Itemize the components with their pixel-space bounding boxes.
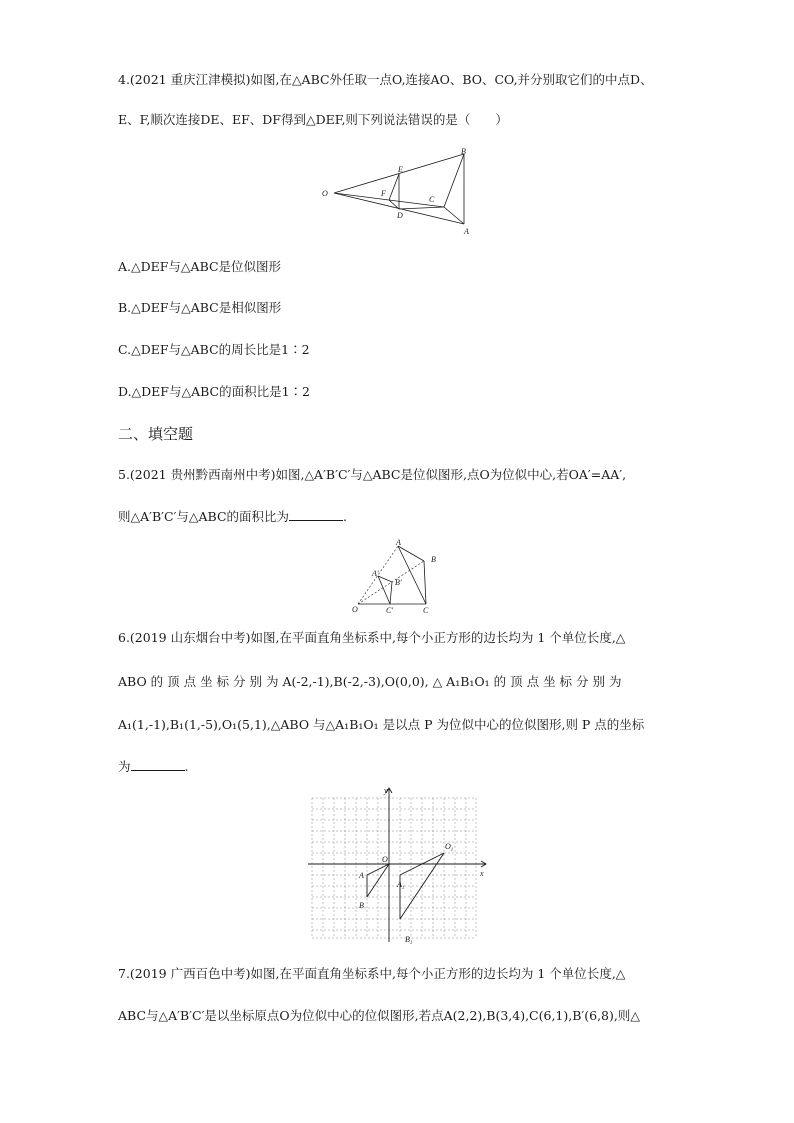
q5-label-b1: B′ <box>395 578 402 587</box>
q6-stem-line4 <box>118 758 189 775</box>
q6-stem-line2: ABO 的 顶 点 坐 标 分 别 为 A(-2,-1),B(-2,-3),O(0,0), △ A₁B₁O₁ 的 顶 点 坐 标 分 别 为 <box>118 674 622 689</box>
q4-label-o: O <box>322 189 328 198</box>
q6-figure <box>306 784 492 946</box>
q4-label-b: B <box>461 148 466 156</box>
q6-label-o1: $O_1$ <box>445 842 454 853</box>
q6-label-y: y <box>384 786 388 795</box>
q4-stem-line1: 4.(2021 重庆江津模拟)如图,在△ABC外任取一点O,连接AO、BO、CO,并分别取它们的中点D、 <box>118 72 653 87</box>
q6-label-o: O <box>382 855 388 864</box>
q6-stem-line3: A₁(1,-1),B₁(1,-5),O₁(5,1),△ABO 与△A₁B₁O₁ 是以点 P 为位似中心的位似图形,则 P 点的坐标 <box>118 717 645 732</box>
q6-label-a: A <box>359 871 364 880</box>
q5-figure <box>346 538 446 616</box>
q6-label-a1: $A_1$ <box>397 880 405 891</box>
q4-option-c: C.△DEF与△ABC的周长比是1∶2 <box>118 342 310 357</box>
q4-label-f: F <box>381 189 386 198</box>
q4-figure <box>318 148 478 236</box>
q5-label-c1: C′ <box>386 606 394 615</box>
q5-stem-line1: 5.(2021 贵州黔西南州中考)如图,△A′B′C′与△ABC是位似图形,点O为位似中心,若OA′=AA′, <box>118 467 627 482</box>
q4-option-a: A.△DEF与△ABC是位似图形 <box>118 259 282 274</box>
q4-label-d: D <box>397 211 403 220</box>
q5-label-o: O <box>352 605 358 614</box>
q4-label-a: A <box>464 227 469 236</box>
q4-option-b: B.△DEF与△ABC是相似图形 <box>118 300 282 315</box>
q5-answer-blank[interactable] <box>289 508 343 521</box>
q6-label-b: B <box>359 901 364 910</box>
q4-stem-line2: E、F,顺次连接DE、EF、DF得到△DEF,则下列说法错误的是（ ） <box>118 112 508 127</box>
q4-label-e: E <box>398 165 403 174</box>
q5-label-b: B <box>431 555 436 564</box>
q5-stem-line2 <box>118 508 347 525</box>
q6-label-b1: $B_1$ <box>405 935 413 946</box>
q5-label-a1: A′ <box>372 569 379 578</box>
q5-stem-text: 则△A′B′C′与△ABC的面积比为 <box>118 509 290 524</box>
section-heading: 二、填空题 <box>118 425 194 443</box>
q5-label-a: A <box>396 538 401 547</box>
q4-option-d: D.△DEF与△ABC的面积比是1∶2 <box>118 384 311 399</box>
q7-stem-line1: 7.(2019 广西百色中考)如图,在平面直角坐标系中,每个小正方形的边长均为 1 个单位长度,△ <box>118 966 626 981</box>
q4-label-c: C <box>429 195 435 204</box>
q5-label-c: C <box>423 606 429 615</box>
q5-stem-end: . <box>343 509 348 524</box>
q6-stem-end: . <box>184 759 189 774</box>
q6-stem-line1: 6.(2019 山东烟台中考)如图,在平面直角坐标系中,每个小正方形的边长均为 1 个单位长度,△ <box>118 630 626 645</box>
q6-stem-text: 为 <box>118 759 131 774</box>
q7-stem-line2: ABC与△A′B′C′是以坐标原点O为位似中心的位似图形,若点A(2,2),B(3,4),C(6,1),B′(6,8),则△ <box>118 1008 640 1023</box>
q6-label-x: x <box>480 869 484 878</box>
q6-answer-blank[interactable] <box>131 758 185 771</box>
